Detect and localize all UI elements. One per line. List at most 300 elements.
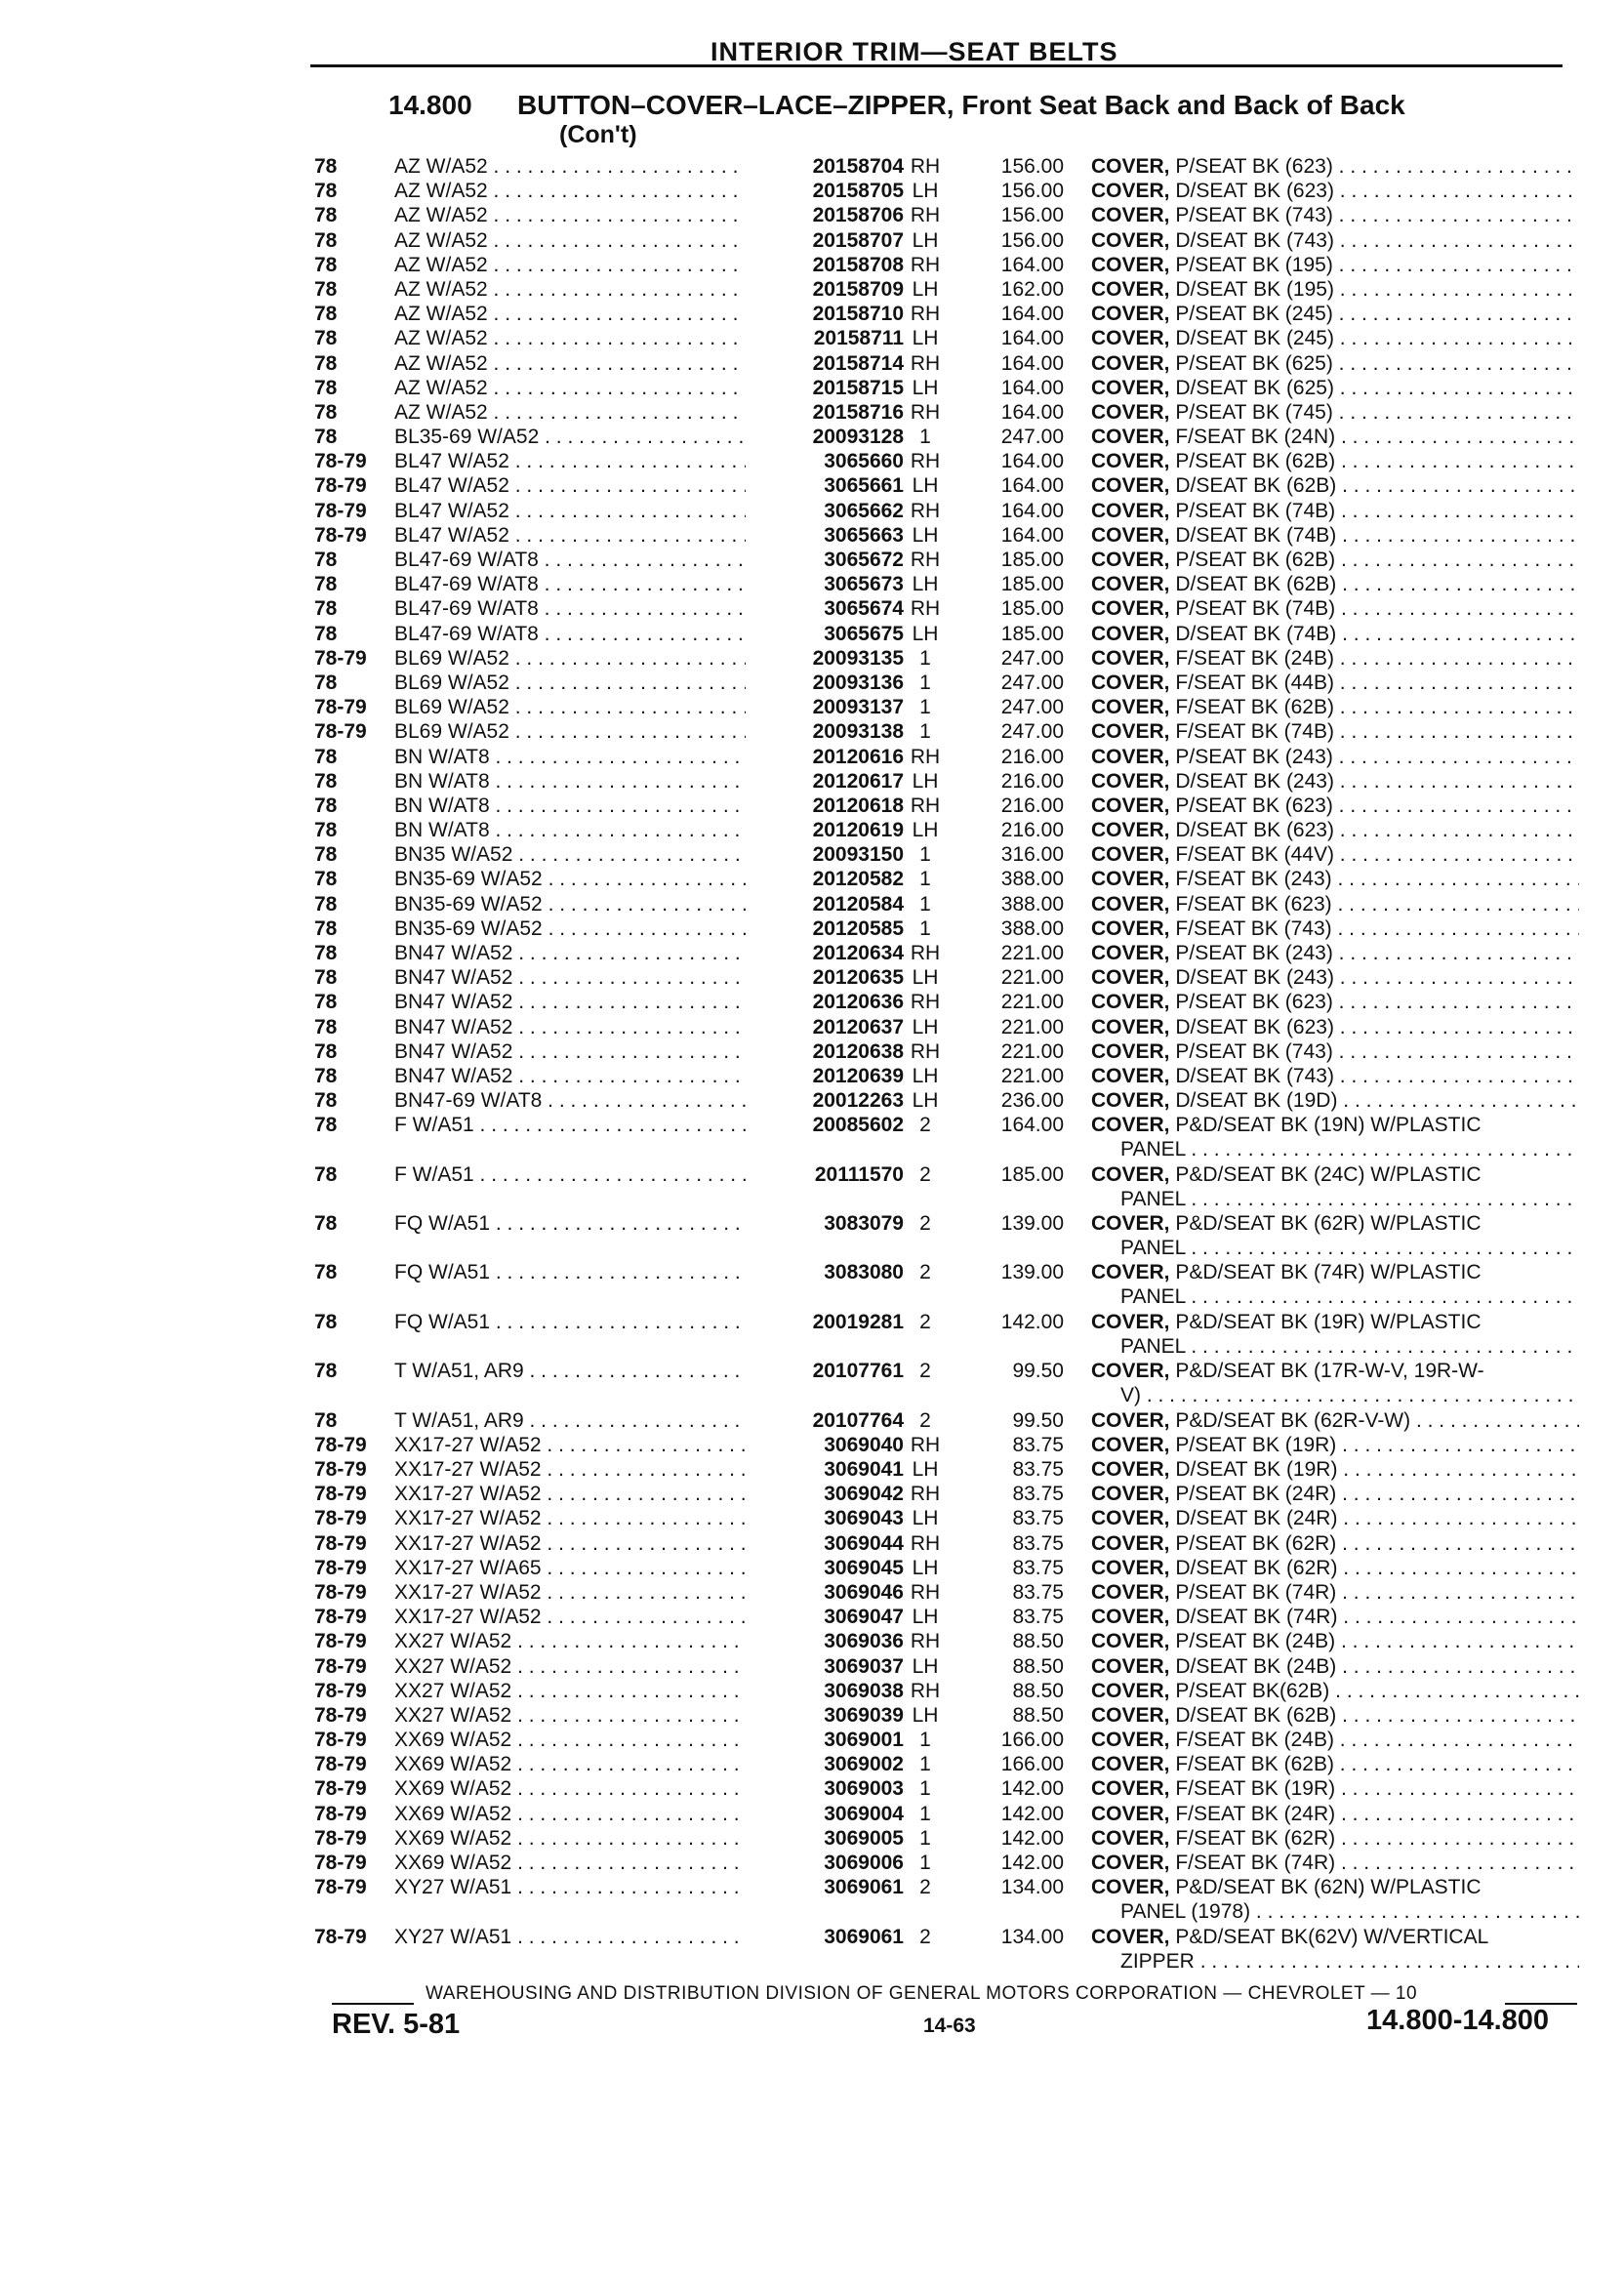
model-code	[394, 622, 746, 646]
part-number: 3065662	[824, 499, 904, 522]
list-item	[0, 892, 1624, 916]
description-keyword: COVER,	[1091, 549, 1170, 571]
quantity-side: RH	[910, 1531, 941, 1555]
description-text: P/SEAT BK (745)	[1169, 400, 1333, 424]
model-code-text: XX27 W/A52	[394, 1654, 512, 1678]
section-number: 14.800	[388, 90, 472, 120]
model-year: 78-79	[314, 1729, 367, 1752]
model-year: 78-79	[314, 1802, 367, 1825]
price: 164.00	[1000, 523, 1064, 547]
list-item	[0, 1408, 1624, 1433]
model-code	[394, 719, 746, 744]
part-number: 20120617	[812, 769, 904, 793]
quantity-side: LH	[912, 1064, 939, 1087]
model-code-text: AZ W/A52	[394, 277, 488, 301]
description-text: P/SEAT BK (243)	[1169, 942, 1333, 964]
model-code	[394, 523, 746, 548]
quantity-side: 2	[919, 1162, 931, 1186]
model-year: 78	[314, 376, 338, 399]
model-code-text: FQ W/A51	[394, 1212, 491, 1236]
quantity-side: RH	[910, 991, 941, 1014]
description-text: F/SEAT BK (24N)	[1169, 426, 1336, 449]
price: 236.00	[1000, 1089, 1064, 1113]
model-code	[394, 1015, 746, 1039]
list-item	[0, 1629, 1624, 1653]
price: 83.75	[1012, 1531, 1064, 1555]
price: 221.00	[1000, 1039, 1064, 1063]
description-keyword: COVER,	[1091, 1015, 1170, 1038]
quantity-side: LH	[912, 523, 939, 547]
price: 247.00	[1000, 426, 1064, 449]
model-code-text: XX17-27 W/A52	[394, 1458, 542, 1482]
description-text: F/SEAT BK (62B)	[1169, 1753, 1334, 1776]
model-code	[394, 548, 746, 572]
model-code	[394, 302, 746, 326]
model-code-text: BL47-69 W/AT8	[394, 597, 539, 621]
part-number: 20120582	[812, 868, 904, 891]
description-continued-text: ZIPPER	[1120, 1949, 1195, 1973]
list-item	[0, 203, 1624, 227]
part-number: 20158706	[812, 204, 904, 227]
description	[1091, 719, 1579, 744]
quantity-side: 1	[919, 868, 931, 891]
description-keyword: COVER,	[1091, 573, 1170, 596]
model-year: 78-79	[314, 1580, 367, 1604]
model-year: 78	[314, 155, 338, 178]
model-year: 78	[314, 843, 338, 867]
price: 388.00	[1000, 868, 1064, 891]
description-text: P/SEAT BK (623)	[1169, 991, 1333, 1014]
model-code	[394, 867, 746, 891]
description-continued-text: V)	[1120, 1384, 1141, 1407]
price: 156.00	[1000, 155, 1064, 178]
price: 99.50	[1012, 1360, 1064, 1383]
model-year: 78-79	[314, 1703, 367, 1727]
list-item	[0, 1064, 1624, 1088]
description-continued	[1120, 1137, 1579, 1161]
model-year: 78	[314, 1261, 338, 1284]
description-keyword: COVER,	[1091, 1703, 1170, 1727]
list-item	[0, 1506, 1624, 1530]
description	[1091, 1531, 1579, 1556]
price: 221.00	[1000, 1015, 1064, 1038]
quantity-side: LH	[912, 966, 939, 990]
model-year: 78-79	[314, 1654, 367, 1678]
list-item	[0, 745, 1624, 769]
part-number: 20120584	[812, 892, 904, 916]
list-item	[0, 941, 1624, 965]
description	[1091, 1679, 1579, 1703]
part-number: 3069042	[824, 1483, 904, 1506]
list-item	[0, 154, 1624, 179]
description	[1091, 1408, 1579, 1433]
price: 164.00	[1000, 400, 1064, 424]
description	[1091, 523, 1579, 548]
price: 142.00	[1000, 1310, 1064, 1333]
quantity-side: LH	[912, 180, 939, 203]
description-text: F/SEAT BK (74R)	[1169, 1852, 1336, 1875]
section-title: BUTTON–COVER–LACE–ZIPPER, Front Seat Back and Back of Back	[517, 90, 1405, 120]
description-text: F/SEAT BK (44V)	[1169, 843, 1334, 867]
model-code-text: XX27 W/A52	[394, 1630, 512, 1653]
price: 83.75	[1012, 1433, 1064, 1456]
description-keyword: COVER,	[1091, 1408, 1170, 1432]
description-keyword: COVER,	[1091, 327, 1170, 350]
list-item	[0, 695, 1624, 719]
list-item	[0, 671, 1624, 695]
model-code-text: AZ W/A52	[394, 400, 488, 424]
price: 88.50	[1012, 1654, 1064, 1678]
model-code	[394, 1088, 746, 1113]
description-keyword: COVER,	[1091, 1654, 1170, 1678]
list-item	[0, 867, 1624, 891]
price: 164.00	[1000, 1114, 1064, 1137]
description	[1091, 449, 1579, 473]
quantity-side: 2	[919, 1310, 931, 1333]
description-keyword: COVER,	[1091, 351, 1170, 375]
description	[1091, 473, 1579, 498]
part-number: 20158711	[813, 327, 904, 350]
description-text: D/SEAT BK (625)	[1169, 376, 1334, 399]
model-year: 78-79	[314, 1826, 367, 1850]
quantity-side: RH	[910, 1433, 941, 1456]
description-keyword: COVER,	[1091, 1360, 1170, 1383]
description	[1091, 646, 1579, 671]
part-number: 20158714	[812, 351, 904, 375]
model-code	[394, 154, 746, 179]
part-number: 20093135	[812, 646, 904, 670]
description	[1091, 695, 1579, 719]
quantity-side: 1	[919, 1753, 931, 1776]
part-number: 20120618	[812, 794, 904, 817]
model-code	[394, 1654, 746, 1679]
part-number: 3069001	[824, 1729, 904, 1752]
model-year: 78	[314, 671, 338, 694]
model-code-text: XX69 W/A52	[394, 1802, 512, 1825]
list-item	[0, 1580, 1624, 1605]
model-year: 78-79	[314, 1556, 367, 1579]
price: 142.00	[1000, 1802, 1064, 1825]
list-item	[0, 1359, 1624, 1407]
model-code-text: BL35-69 W/A52	[394, 426, 540, 449]
model-year: 78-79	[314, 523, 367, 547]
description-text: D/SEAT BK (243)	[1169, 966, 1334, 990]
model-code-text: XX17-27 W/A52	[394, 1433, 542, 1456]
list-item	[0, 1851, 1624, 1875]
part-number: 3069006	[824, 1852, 904, 1875]
description-text: D/SEAT BK (623)	[1169, 180, 1334, 203]
description-keyword: COVER,	[1091, 1114, 1170, 1137]
price: 216.00	[1000, 794, 1064, 817]
list-item	[0, 1556, 1624, 1580]
model-code	[394, 695, 746, 719]
model-code	[394, 228, 746, 253]
description-keyword: COVER,	[1091, 1089, 1170, 1113]
part-number: 3069044	[824, 1531, 904, 1555]
price: 164.00	[1000, 474, 1064, 498]
model-code-text: AZ W/A52	[394, 376, 488, 399]
quantity-side: LH	[912, 1015, 939, 1038]
price: 142.00	[1000, 1852, 1064, 1875]
description-text: F/SEAT BK (74B)	[1169, 720, 1334, 744]
part-number: 20120585	[812, 916, 904, 940]
part-number: 3065672	[824, 549, 904, 571]
description-text: P/SEAT BK (743)	[1169, 1039, 1333, 1063]
quantity-side: 2	[919, 1876, 931, 1899]
section-subtitle: (Con't)	[559, 121, 637, 148]
model-code	[394, 425, 746, 449]
model-code	[394, 671, 746, 695]
description-text: F/SEAT BK (24B)	[1169, 1729, 1334, 1752]
description	[1091, 400, 1579, 425]
description	[1091, 277, 1579, 302]
model-code	[394, 965, 746, 990]
part-number: 20120637	[812, 1015, 904, 1038]
part-number: 3069047	[824, 1606, 904, 1629]
price: 83.75	[1012, 1507, 1064, 1530]
description-keyword: COVER,	[1091, 892, 1170, 916]
price: 88.50	[1012, 1630, 1064, 1653]
description-continued-text: PANEL	[1120, 1334, 1186, 1358]
quantity-side: LH	[912, 376, 939, 399]
quantity-side: LH	[912, 819, 939, 842]
description-keyword: COVER,	[1091, 868, 1170, 891]
description-text: P/SEAT BK (743)	[1169, 204, 1333, 227]
quantity-side: 2	[919, 1212, 931, 1236]
description-keyword: COVER,	[1091, 1630, 1170, 1653]
part-number: 3065673	[824, 573, 904, 596]
description-keyword: COVER,	[1091, 1777, 1170, 1801]
model-year: 78	[314, 303, 338, 326]
description	[1091, 671, 1579, 695]
description-text: D/SEAT BK (62R)	[1169, 1556, 1338, 1579]
model-year: 78	[314, 1408, 338, 1432]
description	[1091, 1654, 1579, 1679]
model-code-text: FQ W/A51	[394, 1261, 491, 1284]
model-code	[394, 892, 746, 916]
part-number: 20120634	[812, 942, 904, 964]
description-continued-text: PANEL (1978)	[1120, 1900, 1251, 1924]
quantity-side: LH	[912, 277, 939, 301]
description	[1091, 1482, 1579, 1506]
price: 164.00	[1000, 327, 1064, 350]
description-text: D/SEAT BK (195)	[1169, 277, 1334, 301]
part-number: 3083079	[824, 1212, 904, 1236]
model-year: 78-79	[314, 720, 367, 744]
list-item	[0, 179, 1624, 203]
price: 185.00	[1000, 597, 1064, 621]
description	[1091, 892, 1579, 916]
model-code	[394, 1875, 746, 1899]
price: 247.00	[1000, 671, 1064, 694]
description-keyword: COVER,	[1091, 1826, 1170, 1850]
section-range: 14.800-14.800	[1366, 2005, 1550, 2036]
revision-label: REV. 5-81	[332, 2009, 461, 2040]
price: 164.00	[1000, 376, 1064, 399]
description-keyword: COVER,	[1091, 1753, 1170, 1776]
description	[1091, 1039, 1579, 1064]
list-item	[0, 1433, 1624, 1457]
quantity-side: RH	[910, 1630, 941, 1653]
list-item	[0, 548, 1624, 572]
model-code	[394, 376, 746, 400]
model-code	[394, 1260, 746, 1284]
description-text: D/SEAT BK (24R)	[1169, 1507, 1338, 1530]
description-text: F/SEAT BK (44B)	[1169, 671, 1334, 694]
description-keyword: COVER,	[1091, 204, 1170, 227]
list-item	[0, 990, 1624, 1014]
price: 388.00	[1000, 892, 1064, 916]
model-year: 78	[314, 228, 338, 252]
model-code-text: BN W/AT8	[394, 794, 490, 817]
description-text: P/SEAT BK (62B)	[1169, 549, 1336, 571]
model-code	[394, 400, 746, 425]
description-text: D/SEAT BK (743)	[1169, 1064, 1334, 1087]
list-item	[0, 1752, 1624, 1776]
model-code-text: BN47 W/A52	[394, 966, 513, 990]
quantity-side: LH	[912, 474, 939, 498]
price: 216.00	[1000, 745, 1064, 768]
description	[1091, 1015, 1579, 1039]
quantity-side: LH	[912, 769, 939, 793]
part-number: 20158709	[812, 277, 904, 301]
part-number: 20120619	[812, 819, 904, 842]
model-code-text: BL47-69 W/AT8	[394, 573, 539, 596]
model-code	[394, 277, 746, 302]
quantity-side: RH	[910, 499, 941, 522]
model-code-text: XX17-27 W/A52	[394, 1483, 542, 1506]
footer-text: WAREHOUSING AND DISTRIBUTION DIVISION OF GENERAL MOTORS CORPORATION — CHEVROLET — 10	[426, 1983, 1418, 2004]
model-year: 78	[314, 745, 338, 768]
price: 162.00	[1000, 277, 1064, 301]
model-year: 78-79	[314, 499, 367, 522]
description-keyword: COVER,	[1091, 499, 1170, 522]
description-continued	[1120, 1383, 1579, 1407]
model-year: 78-79	[314, 1458, 367, 1482]
model-year: 78	[314, 1039, 338, 1063]
description-continued-text: PANEL	[1120, 1285, 1186, 1309]
description-keyword: COVER,	[1091, 1064, 1170, 1087]
description-continued-text: PANEL	[1120, 1187, 1186, 1210]
description-keyword: COVER,	[1091, 376, 1170, 399]
list-item	[0, 794, 1624, 818]
description	[1091, 867, 1579, 891]
description-text: D/SEAT BK (62B)	[1169, 573, 1337, 596]
description	[1091, 548, 1579, 572]
model-year: 78-79	[314, 1433, 367, 1456]
description	[1091, 1605, 1579, 1629]
description	[1091, 351, 1579, 376]
price: 134.00	[1000, 1925, 1064, 1948]
list-item	[0, 1925, 1624, 1974]
price: 247.00	[1000, 696, 1064, 719]
description	[1091, 572, 1579, 596]
model-year: 78	[314, 1310, 338, 1333]
quantity-side: RH	[910, 400, 941, 424]
model-year: 78-79	[314, 1630, 367, 1653]
model-year: 78	[314, 868, 338, 891]
description-keyword: COVER,	[1091, 1458, 1170, 1482]
model-code-text: XX17-27 W/A52	[394, 1580, 542, 1604]
model-year: 78	[314, 180, 338, 203]
quantity-side: RH	[910, 253, 941, 276]
part-number: 20120638	[812, 1039, 904, 1063]
model-code	[394, 745, 746, 769]
description	[1091, 1113, 1579, 1137]
price: 185.00	[1000, 622, 1064, 645]
quantity-side: LH	[912, 1458, 939, 1482]
model-year: 78-79	[314, 474, 367, 498]
description-keyword: COVER,	[1091, 1261, 1170, 1284]
part-number: 3069041	[824, 1458, 904, 1482]
part-number: 20093150	[812, 843, 904, 867]
description	[1091, 1752, 1579, 1776]
model-code-text: XX69 W/A52	[394, 1753, 512, 1776]
model-code	[394, 794, 746, 818]
model-code-text: XX69 W/A52	[394, 1852, 512, 1875]
description	[1091, 1556, 1579, 1580]
model-year: 78	[314, 400, 338, 424]
description-text: D/SEAT BK (19R)	[1169, 1458, 1338, 1482]
part-number: 3069046	[824, 1580, 904, 1604]
price: 221.00	[1000, 966, 1064, 990]
description-text: P&D/SEAT BK (24C) W/PLASTIC	[1169, 1162, 1482, 1186]
description	[1091, 794, 1579, 818]
model-year: 78	[314, 1089, 338, 1113]
description-text: P/SEAT BK (19R)	[1169, 1433, 1337, 1456]
price: 164.00	[1000, 499, 1064, 522]
price: 142.00	[1000, 1826, 1064, 1850]
part-number: 20085602	[812, 1114, 904, 1137]
price: 316.00	[1000, 843, 1064, 867]
model-code	[394, 1580, 746, 1605]
model-year: 78	[314, 769, 338, 793]
model-code-text: AZ W/A52	[394, 155, 488, 178]
description-keyword: COVER,	[1091, 769, 1170, 793]
list-item	[0, 1605, 1624, 1629]
model-code	[394, 1629, 746, 1653]
price: 166.00	[1000, 1753, 1064, 1776]
part-number: 20158715	[812, 376, 904, 399]
price: 247.00	[1000, 646, 1064, 670]
description-text: P/SEAT BK (62R)	[1169, 1531, 1337, 1555]
description-text: D/SEAT BK (743)	[1169, 228, 1334, 252]
price: 185.00	[1000, 1162, 1064, 1186]
description-text: D/SEAT BK (623)	[1169, 819, 1334, 842]
part-number: 3069040	[824, 1433, 904, 1456]
list-item	[0, 228, 1624, 253]
part-number: 3069061	[824, 1876, 904, 1899]
list-item	[0, 351, 1624, 376]
model-code	[394, 1162, 746, 1187]
description-keyword: COVER,	[1091, 991, 1170, 1014]
quantity-side: RH	[910, 549, 941, 571]
description-text: F/SEAT BK (24B)	[1169, 646, 1334, 670]
model-year: 78	[314, 426, 338, 449]
description-keyword: COVER,	[1091, 228, 1170, 252]
description-text: F/SEAT BK (623)	[1169, 892, 1332, 916]
quantity-side: RH	[910, 597, 941, 621]
description	[1091, 499, 1579, 523]
model-year: 78-79	[314, 696, 367, 719]
part-number: 3069003	[824, 1777, 904, 1801]
description-keyword: COVER,	[1091, 597, 1170, 621]
model-code	[394, 1776, 746, 1801]
description	[1091, 1162, 1579, 1187]
part-number: 3069045	[824, 1556, 904, 1579]
model-code	[394, 1064, 746, 1088]
model-code-text: BL69 W/A52	[394, 646, 509, 670]
